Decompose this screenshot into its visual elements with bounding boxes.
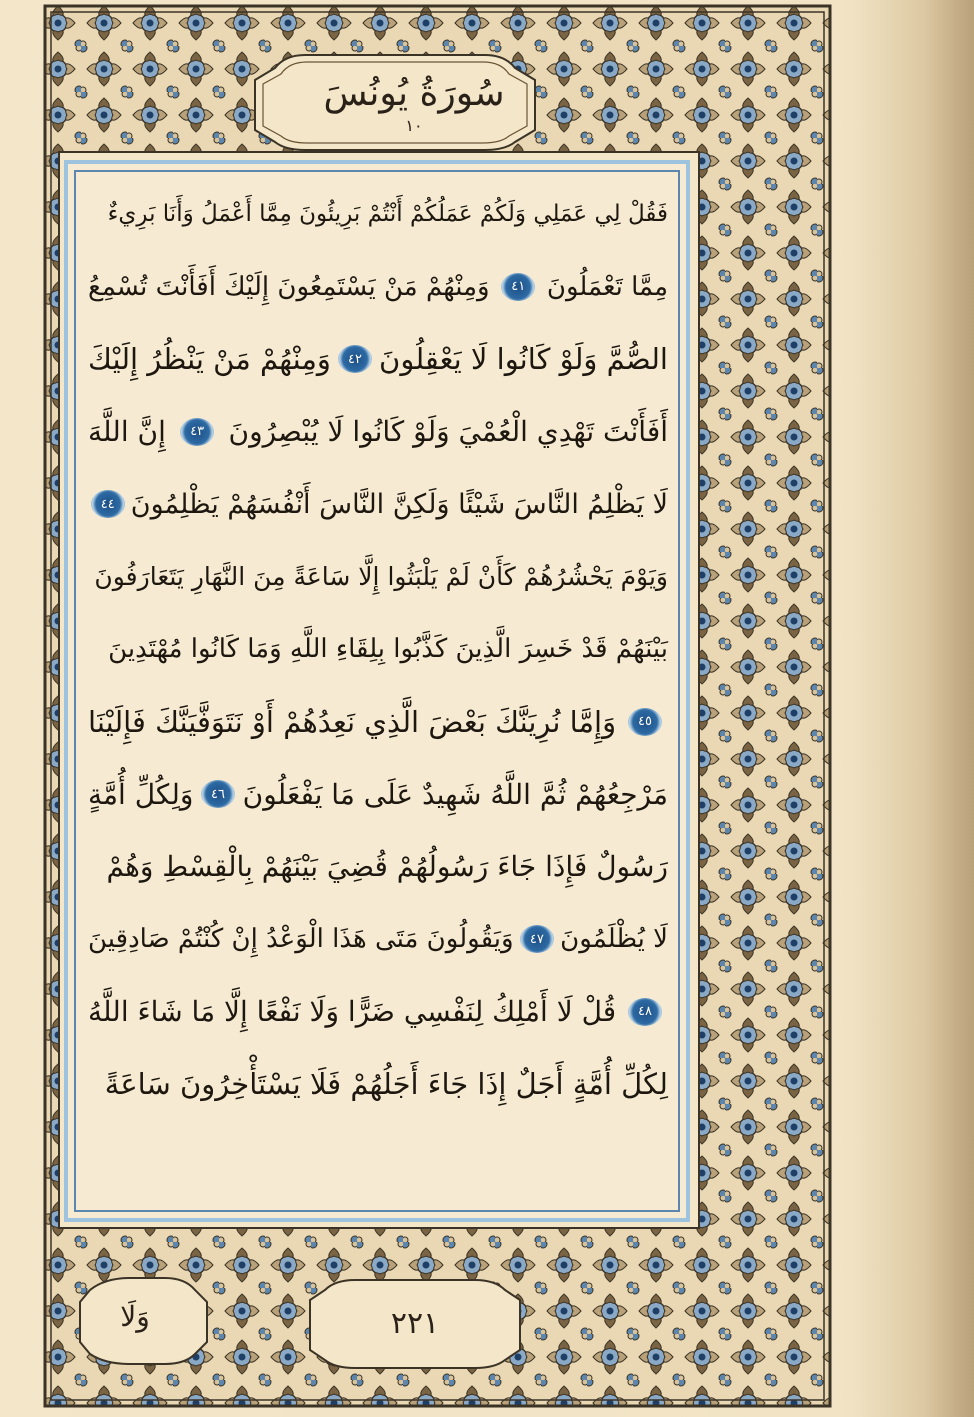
page-number: ٢٢١ xyxy=(390,1305,440,1341)
verse-line-10 xyxy=(88,831,668,904)
surah-header xyxy=(288,62,540,144)
verse-text: لَا يُظْلَمُونَ xyxy=(560,924,668,955)
verse-text: إِنَّ اللَّهَ xyxy=(88,415,166,449)
verse-text: فَقُلْ لِي عَمَلِي وَلَكُمْ عَمَلُكُمْ أَنْتُمْ بَرِيئُونَ مِمَّا أَعْمَلُ وَأَنَا بَرِيءٌ xyxy=(107,201,668,228)
verse-line-6 xyxy=(88,541,668,614)
book-spine-shadow xyxy=(840,0,974,1417)
verse-line-12 xyxy=(88,976,668,1049)
verse-text: وَيَوْمَ يَحْشُرُهُمْ كَأَنْ لَمْ يَلْبَثُوا إِلَّا سَاعَةً مِنَ النَّهَارِ يَتَعَارَفُونَ xyxy=(94,562,668,592)
verses-block xyxy=(88,178,668,1213)
surah-title: سُورَةُ يُونُسَ xyxy=(323,72,505,114)
verse-text: مَرْجِعُهُمْ ثُمَّ اللَّهُ شَهِيدٌ عَلَى مَا يَفْعَلُونَ xyxy=(242,777,668,811)
catchword: وَلَا xyxy=(120,1300,150,1333)
ayah-marker-47: ٤٧ xyxy=(520,925,554,953)
verse-text: وَيَقُولُونَ مَتَى هَذَا الْوَعْدُ إِنْ كُنْتُمْ صَادِقِينَ xyxy=(88,924,514,955)
verse-text: وَمِنْهُمْ مَنْ يَسْتَمِعُونَ إِلَيْكَ أَفَأَنْتَ تُسْمِعُ xyxy=(88,271,490,302)
verse-text: لِكُلِّ أُمَّةٍ أَجَلٌ إِذَا جَاءَ أَجَلُهُمْ فَلَا يَسْتَأْخِرُونَ سَاعَةً xyxy=(104,1067,668,1102)
ayah-marker-41: ٤١ xyxy=(501,273,535,301)
verse-line-3 xyxy=(88,323,668,396)
ayah-marker-42: ٤٢ xyxy=(338,345,372,373)
verse-text: رَسُولٌ فَإِذَا جَاءَ رَسُولُهُمْ قُضِيَ بَيْنَهُمْ بِالْقِسْطِ وَهُمْ xyxy=(106,850,668,884)
verse-line-1 xyxy=(88,178,668,251)
verse-text: أَفَأَنْتَ تَهْدِي الْعُمْيَ وَلَوْ كَانُوا لَا يُبْصِرُونَ xyxy=(228,415,668,449)
verse-text: وَلِكُلِّ أُمَّةٍ xyxy=(88,777,194,811)
verse-text: قُلْ لَا أَمْلِكُ لِنَفْسِي ضَرًّا وَلَا نَفْعًا إِلَّا مَا شَاءَ اللَّهُ xyxy=(88,995,617,1029)
ayah-marker-48: ٤٨ xyxy=(628,998,662,1026)
verse-line-8 xyxy=(88,686,668,759)
verse-line-7 xyxy=(88,613,668,686)
verse-text: وَمِنْهُمْ مَنْ يَنْظُرُ إِلَيْكَ xyxy=(88,342,331,377)
verse-text: وَإِمَّا نُرِيَنَّكَ بَعْضَ الَّذِي نَعِدُهُمْ أَوْ نَتَوَفَّيَنَّكَ فَإِلَيْنَا xyxy=(88,704,617,739)
verse-line-2 xyxy=(88,251,668,324)
surah-number: ١٠ xyxy=(405,115,423,135)
verse-line-5 xyxy=(88,468,668,541)
verse-line-4 xyxy=(88,396,668,469)
verse-line-13 xyxy=(88,1048,668,1121)
verse-text: مِمَّا تَعْمَلُونَ xyxy=(546,271,668,302)
ayah-marker-46: ٤٦ xyxy=(201,780,235,808)
verse-text: بَيْنَهُمْ قَدْ خَسِرَ الَّذِينَ كَذَّبُوا بِلِقَاءِ اللَّهِ وَمَا كَانُوا مُهْتَدِينَ xyxy=(108,634,668,665)
page-number-cartouche xyxy=(330,1288,500,1358)
verse-text: لَا يَظْلِمُ النَّاسَ شَيْئًا وَلَكِنَّ النَّاسَ أَنْفُسَهُمْ يَظْلِمُونَ xyxy=(130,488,668,520)
ayah-marker-45: ٤٥ xyxy=(628,708,662,736)
verse-text: الصُّمَّ وَلَوْ كَانُوا لَا يَعْقِلُونَ xyxy=(379,342,668,377)
ayah-marker-44: ٤٤ xyxy=(91,490,125,518)
verse-line-11 xyxy=(88,903,668,976)
ayah-marker-43: ٤٣ xyxy=(180,418,214,446)
verse-line-9 xyxy=(88,758,668,831)
